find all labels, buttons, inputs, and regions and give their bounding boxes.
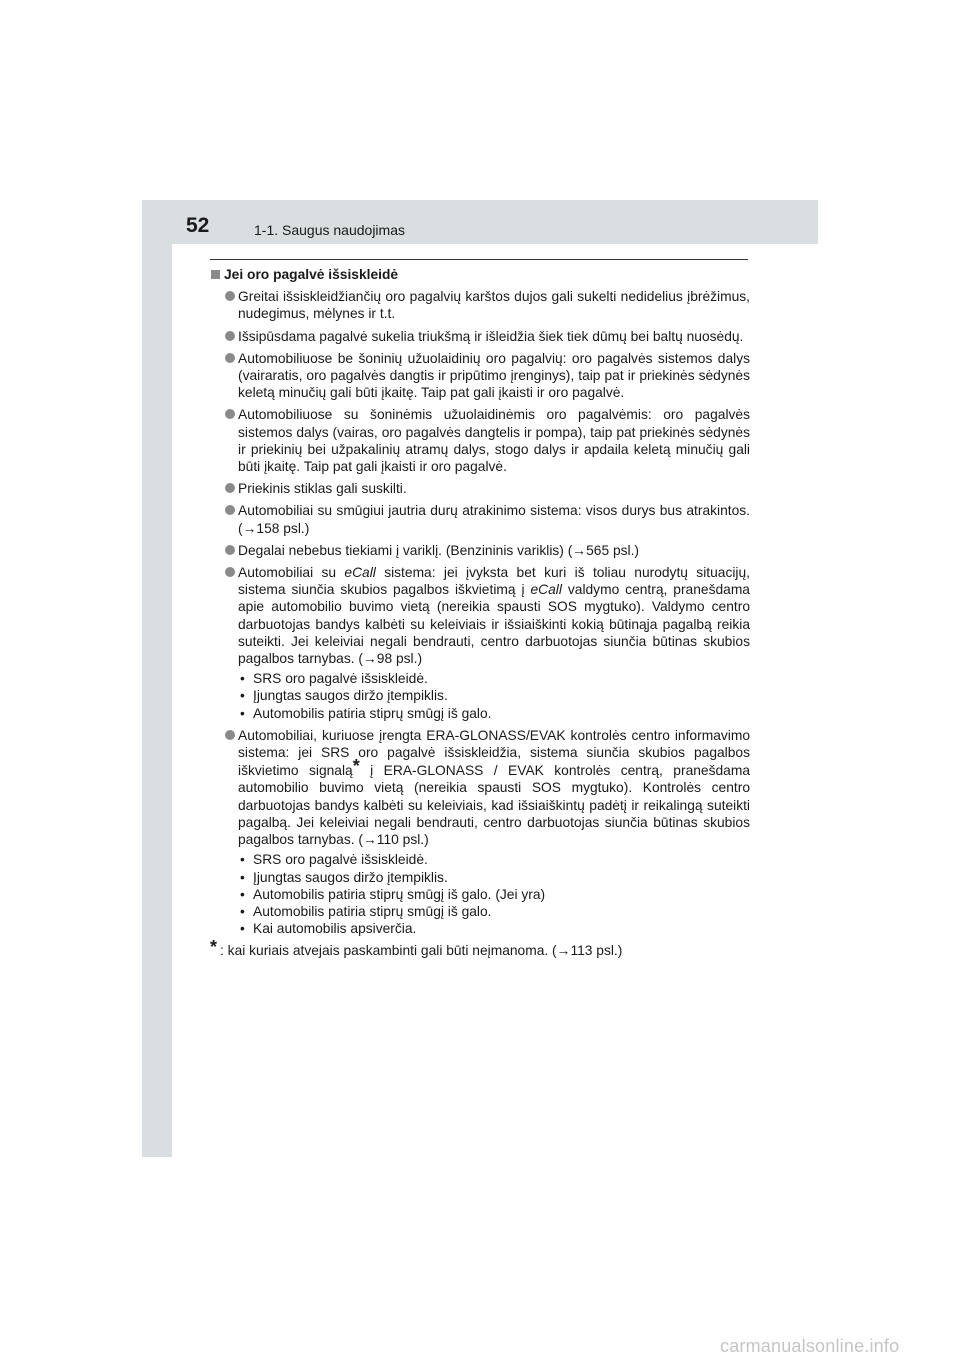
chapter-title: 1-1. Saugus naudojimas (254, 222, 405, 238)
footnote (210, 937, 750, 959)
sub-item: • Automobilis patiria stiprų smūgį iš galo. (240, 705, 750, 722)
section-heading (210, 266, 750, 283)
item-text: Automobiliai su smūgiui jautria durų atrakinimo sistema: visos durys bus atrakintos. (→158 psl.) (238, 503, 750, 536)
circle-bullet-icon (225, 331, 235, 341)
footnote-mark: * (210, 937, 218, 958)
item-text: Automobiliai su (238, 565, 345, 581)
list-item (210, 406, 750, 475)
divider (210, 259, 748, 260)
footnote-text: : kai kuriais atvejais paskambinti gali būti neįmanoma. (→113 psl.) (220, 943, 623, 959)
page-content (210, 266, 750, 960)
list-item (210, 350, 750, 402)
circle-bullet-icon (225, 505, 235, 515)
item-text: sistema: jei įvyksta bet kuri iš toliau nurodytų situacijų, sistema siunčia skubios pagalbos iškvietimą į (238, 565, 750, 598)
item-text: Priekinis stiklas gali suskilti. (238, 481, 407, 497)
item-text: Automobiliuose su šoninėmis užuolaidinėmis oro pagalvėmis: oro pagalvės sistemos dalys (vairas, oro pagalvės dangtelis ir pompa), taip pat priekinės sėdynės ir priekinių bei užpakalinių atramų dalys, stogo dalys ir apdaila keletą minučių gali būti įkaitę. Taip pat gali įkaisti ir oro pagalvė. (238, 407, 750, 475)
sub-list (238, 670, 750, 722)
sub-item: • Automobilis patiria stiprų smūgį iš galo. (Jei yra) (240, 886, 750, 903)
item-text: Išsipūsdama pagalvė sukelia triukšmą ir išleidžia šiek tiek dūmų bei baltų nuosėdų. (238, 328, 744, 344)
side-tab (142, 200, 172, 1157)
sub-item: • SRS oro pagalvė išsiskleidė. (240, 851, 750, 868)
item-text: Greitai išsiskleidžiančių oro pagalvių karštos dujos gali sukelti nedidelius įbrėžimus, nudegimus, mėlynes ir t.t. (238, 289, 750, 322)
sub-list (238, 851, 750, 937)
watermark: carmanualsonline.info (720, 1336, 900, 1356)
item-text: į ERA-GLONASS / EVAK kontrolės centrą, pranešdama automobilio buvimo vietą (nereikia spausti SOS mygtuko). Kontrolės centro darbuotojas bandys kalbėti su keleiviais, kad išsiaiškintų padėtį ir reikalingą suteikti pagalbą. Jei keleiviai negali bendrauti, centro darbuotojas siunčia būtinas skubios pagalbos tarnybas. (→110 psl.) (238, 763, 751, 848)
sub-item: • SRS oro pagalvė išsiskleidė. (240, 670, 750, 687)
list-item (210, 480, 750, 497)
circle-bullet-icon (225, 353, 235, 363)
list-item (210, 288, 750, 322)
ecall-term: eCall (344, 565, 376, 581)
circle-bullet-icon (225, 483, 235, 493)
item-text: Automobiliai, kuriuose įrengta ERA-GLONASS/EVAK kontrolės centro informavimo sistema: jei SRS oro pagalvė išsiskleidžia, sistema siunčia skubios pagalbos iškvietimo signalą (238, 727, 750, 779)
list-item (210, 542, 750, 559)
header-band (142, 200, 818, 244)
circle-bullet-icon (225, 409, 235, 419)
sub-item: • Įjungtas saugos diržo įtempiklis. (240, 687, 750, 704)
sub-item: • Kai automobilis apsiverčia. (240, 920, 750, 937)
sub-item: • Automobilis patiria stiprų smūgį iš galo. (240, 903, 750, 920)
square-bullet-icon (211, 270, 220, 279)
item-text: Automobiliuose be šoninių užuolaidinių oro pagalvių: oro pagalvės sistemos dalys (vairaratis, oro pagalvės dangtis ir pripūtimo įrenginys), taip pat ir priekinės sėdynės keletą minučių gali būti įkaitę. Taip pat gali įkaisti ir oro pagalvė. (238, 350, 750, 401)
item-text: Degalai nebebus tiekiami į variklį. (Benzininis variklis) (→565 psl.) (238, 542, 640, 558)
list-item-ecall (210, 564, 750, 722)
item-text: valdymo centrą, pranešdama apie automobilio buvimo vietą (nereikia spausti SOS mygtuko). Valdymo centro darbuotojas bandys kalbėti su keleiviais ir išsiaiškinti kokią būtinąja pagalbą reikia suteikti. Jei keleiviai negali bendrauti, centro darbuotojas siunčia būtinas skubios pagalbos tarnybas. (→98 psl.) (238, 582, 750, 667)
list-item (210, 328, 750, 345)
footnote-mark: * (352, 756, 360, 777)
circle-bullet-icon (225, 545, 235, 555)
sub-item: • Įjungtas saugos diržo įtempiklis. (240, 869, 750, 886)
page-number: 52 (186, 214, 210, 237)
list-item (210, 502, 750, 536)
circle-bullet-icon (225, 730, 235, 740)
circle-bullet-icon (225, 567, 235, 577)
circle-bullet-icon (225, 291, 235, 301)
ecall-term: eCall (530, 582, 562, 598)
section-title: Jei oro pagalvė išsiskleidė (224, 267, 399, 282)
list-item-era-glonass (210, 727, 750, 937)
